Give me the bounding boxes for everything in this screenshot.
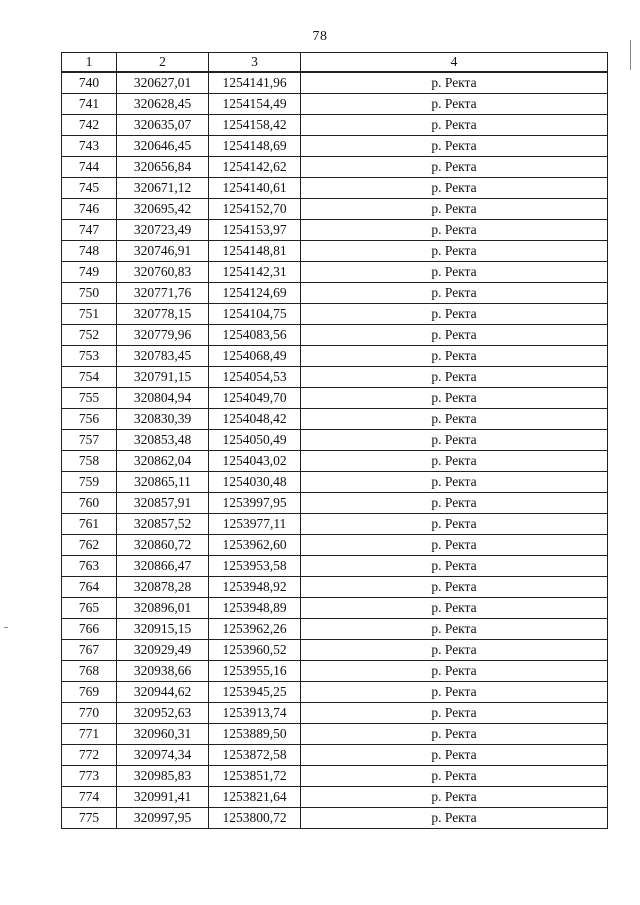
y-coordinate-cell: 1254148,69	[209, 136, 301, 157]
x-coordinate-cell: 320791,15	[117, 367, 209, 388]
point-number-cell: 745	[62, 178, 117, 199]
description-cell: р. Ректа	[301, 766, 608, 787]
y-coordinate-cell: 1254050,49	[209, 430, 301, 451]
x-coordinate-cell: 320878,28	[117, 577, 209, 598]
y-coordinate-cell: 1254048,42	[209, 409, 301, 430]
table-row	[62, 766, 608, 787]
x-coordinate-cell: 320960,31	[117, 724, 209, 745]
table-row	[62, 94, 608, 115]
x-coordinate-cell: 320862,04	[117, 451, 209, 472]
point-number-cell: 774	[62, 787, 117, 808]
x-coordinate-cell: 320857,52	[117, 514, 209, 535]
y-coordinate-cell: 1254158,42	[209, 115, 301, 136]
point-number-cell: 742	[62, 115, 117, 136]
x-coordinate-cell: 320830,39	[117, 409, 209, 430]
point-number-cell: 759	[62, 472, 117, 493]
description-cell: р. Ректа	[301, 598, 608, 619]
x-coordinate-cell: 320985,83	[117, 766, 209, 787]
y-coordinate-cell: 1254148,81	[209, 241, 301, 262]
x-coordinate-cell: 320656,84	[117, 157, 209, 178]
y-coordinate-cell: 1253889,50	[209, 724, 301, 745]
table-header	[62, 53, 608, 73]
point-number-cell: 749	[62, 262, 117, 283]
x-coordinate-cell: 320646,45	[117, 136, 209, 157]
x-coordinate-cell: 320853,48	[117, 430, 209, 451]
y-coordinate-cell: 1253872,58	[209, 745, 301, 766]
header-col-2: 2	[117, 53, 209, 73]
x-coordinate-cell: 320944,62	[117, 682, 209, 703]
table-row	[62, 262, 608, 283]
description-cell: р. Ректа	[301, 409, 608, 430]
description-cell: р. Ректа	[301, 136, 608, 157]
y-coordinate-cell: 1253977,11	[209, 514, 301, 535]
table-row	[62, 409, 608, 430]
table-row	[62, 346, 608, 367]
table-row	[62, 367, 608, 388]
table-row	[62, 535, 608, 556]
description-cell: р. Ректа	[301, 430, 608, 451]
description-cell: р. Ректа	[301, 640, 608, 661]
point-number-cell: 741	[62, 94, 117, 115]
y-coordinate-cell: 1254152,70	[209, 199, 301, 220]
y-coordinate-cell: 1253960,52	[209, 640, 301, 661]
point-number-cell: 761	[62, 514, 117, 535]
header-row	[62, 53, 608, 73]
table-row	[62, 72, 608, 94]
point-number-cell: 753	[62, 346, 117, 367]
point-number-cell: 757	[62, 430, 117, 451]
table-row	[62, 556, 608, 577]
table-row	[62, 472, 608, 493]
y-coordinate-cell: 1254068,49	[209, 346, 301, 367]
scan-edge-mark	[630, 40, 631, 70]
description-cell: р. Ректа	[301, 94, 608, 115]
table-row	[62, 451, 608, 472]
table-row	[62, 703, 608, 724]
coordinates-table	[61, 52, 608, 829]
table-row	[62, 619, 608, 640]
table-row	[62, 115, 608, 136]
y-coordinate-cell: 1253953,58	[209, 556, 301, 577]
point-number-cell: 763	[62, 556, 117, 577]
point-number-cell: 770	[62, 703, 117, 724]
point-number-cell: 748	[62, 241, 117, 262]
x-coordinate-cell: 320997,95	[117, 808, 209, 829]
y-coordinate-cell: 1254142,31	[209, 262, 301, 283]
y-coordinate-cell: 1254054,53	[209, 367, 301, 388]
x-coordinate-cell: 320938,66	[117, 661, 209, 682]
y-coordinate-cell: 1254142,62	[209, 157, 301, 178]
description-cell: р. Ректа	[301, 619, 608, 640]
point-number-cell: 751	[62, 304, 117, 325]
point-number-cell: 767	[62, 640, 117, 661]
x-coordinate-cell: 320991,41	[117, 787, 209, 808]
x-coordinate-cell: 320860,72	[117, 535, 209, 556]
point-number-cell: 772	[62, 745, 117, 766]
x-coordinate-cell: 320723,49	[117, 220, 209, 241]
point-number-cell: 752	[62, 325, 117, 346]
table-row	[62, 157, 608, 178]
table-body	[62, 72, 608, 829]
y-coordinate-cell: 1254154,49	[209, 94, 301, 115]
description-cell: р. Ректа	[301, 682, 608, 703]
y-coordinate-cell: 1253851,72	[209, 766, 301, 787]
point-number-cell: 765	[62, 598, 117, 619]
point-number-cell: 746	[62, 199, 117, 220]
table-row	[62, 577, 608, 598]
description-cell: р. Ректа	[301, 346, 608, 367]
description-cell: р. Ректа	[301, 703, 608, 724]
table-row	[62, 598, 608, 619]
x-coordinate-cell: 320627,01	[117, 72, 209, 94]
description-cell: р. Ректа	[301, 472, 608, 493]
y-coordinate-cell: 1254030,48	[209, 472, 301, 493]
y-coordinate-cell: 1253913,74	[209, 703, 301, 724]
y-coordinate-cell: 1254043,02	[209, 451, 301, 472]
x-coordinate-cell: 320783,45	[117, 346, 209, 367]
point-number-cell: 771	[62, 724, 117, 745]
table-row	[62, 199, 608, 220]
description-cell: р. Ректа	[301, 787, 608, 808]
table-row	[62, 241, 608, 262]
description-cell: р. Ректа	[301, 199, 608, 220]
y-coordinate-cell: 1253997,95	[209, 493, 301, 514]
y-coordinate-cell: 1254141,96	[209, 72, 301, 94]
description-cell: р. Ректа	[301, 514, 608, 535]
point-number-cell: 754	[62, 367, 117, 388]
description-cell: р. Ректа	[301, 241, 608, 262]
description-cell: р. Ректа	[301, 388, 608, 409]
point-number-cell: 775	[62, 808, 117, 829]
table-row	[62, 136, 608, 157]
point-number-cell: 773	[62, 766, 117, 787]
x-coordinate-cell: 320779,96	[117, 325, 209, 346]
description-cell: р. Ректа	[301, 325, 608, 346]
point-number-cell: 744	[62, 157, 117, 178]
y-coordinate-cell: 1253948,92	[209, 577, 301, 598]
header-col-3: 3	[209, 53, 301, 73]
description-cell: р. Ректа	[301, 661, 608, 682]
description-cell: р. Ректа	[301, 262, 608, 283]
description-cell: р. Ректа	[301, 808, 608, 829]
description-cell: р. Ректа	[301, 577, 608, 598]
description-cell: р. Ректа	[301, 745, 608, 766]
x-coordinate-cell: 320857,91	[117, 493, 209, 514]
y-coordinate-cell: 1254140,61	[209, 178, 301, 199]
table-row	[62, 661, 608, 682]
x-coordinate-cell: 320628,45	[117, 94, 209, 115]
y-coordinate-cell: 1254153,97	[209, 220, 301, 241]
table-row	[62, 682, 608, 703]
point-number-cell: 740	[62, 72, 117, 94]
y-coordinate-cell: 1253821,64	[209, 787, 301, 808]
table-row	[62, 745, 608, 766]
y-coordinate-cell: 1254049,70	[209, 388, 301, 409]
description-cell: р. Ректа	[301, 493, 608, 514]
x-coordinate-cell: 320896,01	[117, 598, 209, 619]
table-row	[62, 514, 608, 535]
x-coordinate-cell: 320929,49	[117, 640, 209, 661]
table-row	[62, 808, 608, 829]
y-coordinate-cell: 1254124,69	[209, 283, 301, 304]
description-cell: р. Ректа	[301, 451, 608, 472]
description-cell: р. Ректа	[301, 724, 608, 745]
description-cell: р. Ректа	[301, 72, 608, 94]
point-number-cell: 764	[62, 577, 117, 598]
x-coordinate-cell: 320695,42	[117, 199, 209, 220]
header-col-4: 4	[301, 53, 608, 73]
y-coordinate-cell: 1254083,56	[209, 325, 301, 346]
x-coordinate-cell: 320974,34	[117, 745, 209, 766]
x-coordinate-cell: 320746,91	[117, 241, 209, 262]
point-number-cell: 743	[62, 136, 117, 157]
table-row	[62, 430, 608, 451]
table-row	[62, 220, 608, 241]
x-coordinate-cell: 320671,12	[117, 178, 209, 199]
y-coordinate-cell: 1253800,72	[209, 808, 301, 829]
point-number-cell: 750	[62, 283, 117, 304]
x-coordinate-cell: 320804,94	[117, 388, 209, 409]
table-row	[62, 304, 608, 325]
table-row	[62, 493, 608, 514]
table-row	[62, 640, 608, 661]
x-coordinate-cell: 320771,76	[117, 283, 209, 304]
table-row	[62, 787, 608, 808]
x-coordinate-cell: 320915,15	[117, 619, 209, 640]
table-row	[62, 178, 608, 199]
scan-edge-mark	[4, 627, 8, 628]
x-coordinate-cell: 320778,15	[117, 304, 209, 325]
y-coordinate-cell: 1253948,89	[209, 598, 301, 619]
point-number-cell: 768	[62, 661, 117, 682]
point-number-cell: 747	[62, 220, 117, 241]
point-number-cell: 762	[62, 535, 117, 556]
x-coordinate-cell: 320952,63	[117, 703, 209, 724]
table-row	[62, 325, 608, 346]
y-coordinate-cell: 1253955,16	[209, 661, 301, 682]
table-row	[62, 388, 608, 409]
description-cell: р. Ректа	[301, 304, 608, 325]
description-cell: р. Ректа	[301, 535, 608, 556]
table-row	[62, 724, 608, 745]
table-row	[62, 283, 608, 304]
page-number: 78	[312, 29, 328, 44]
description-cell: р. Ректа	[301, 115, 608, 136]
y-coordinate-cell: 1253945,25	[209, 682, 301, 703]
description-cell: р. Ректа	[301, 367, 608, 388]
point-number-cell: 769	[62, 682, 117, 703]
description-cell: р. Ректа	[301, 556, 608, 577]
description-cell: р. Ректа	[301, 220, 608, 241]
point-number-cell: 766	[62, 619, 117, 640]
point-number-cell: 756	[62, 409, 117, 430]
y-coordinate-cell: 1254104,75	[209, 304, 301, 325]
point-number-cell: 755	[62, 388, 117, 409]
point-number-cell: 758	[62, 451, 117, 472]
point-number-cell: 760	[62, 493, 117, 514]
x-coordinate-cell: 320866,47	[117, 556, 209, 577]
description-cell: р. Ректа	[301, 157, 608, 178]
y-coordinate-cell: 1253962,60	[209, 535, 301, 556]
x-coordinate-cell: 320865,11	[117, 472, 209, 493]
header-col-1: 1	[62, 53, 117, 73]
x-coordinate-cell: 320635,07	[117, 115, 209, 136]
x-coordinate-cell: 320760,83	[117, 262, 209, 283]
description-cell: р. Ректа	[301, 283, 608, 304]
description-cell: р. Ректа	[301, 178, 608, 199]
y-coordinate-cell: 1253962,26	[209, 619, 301, 640]
